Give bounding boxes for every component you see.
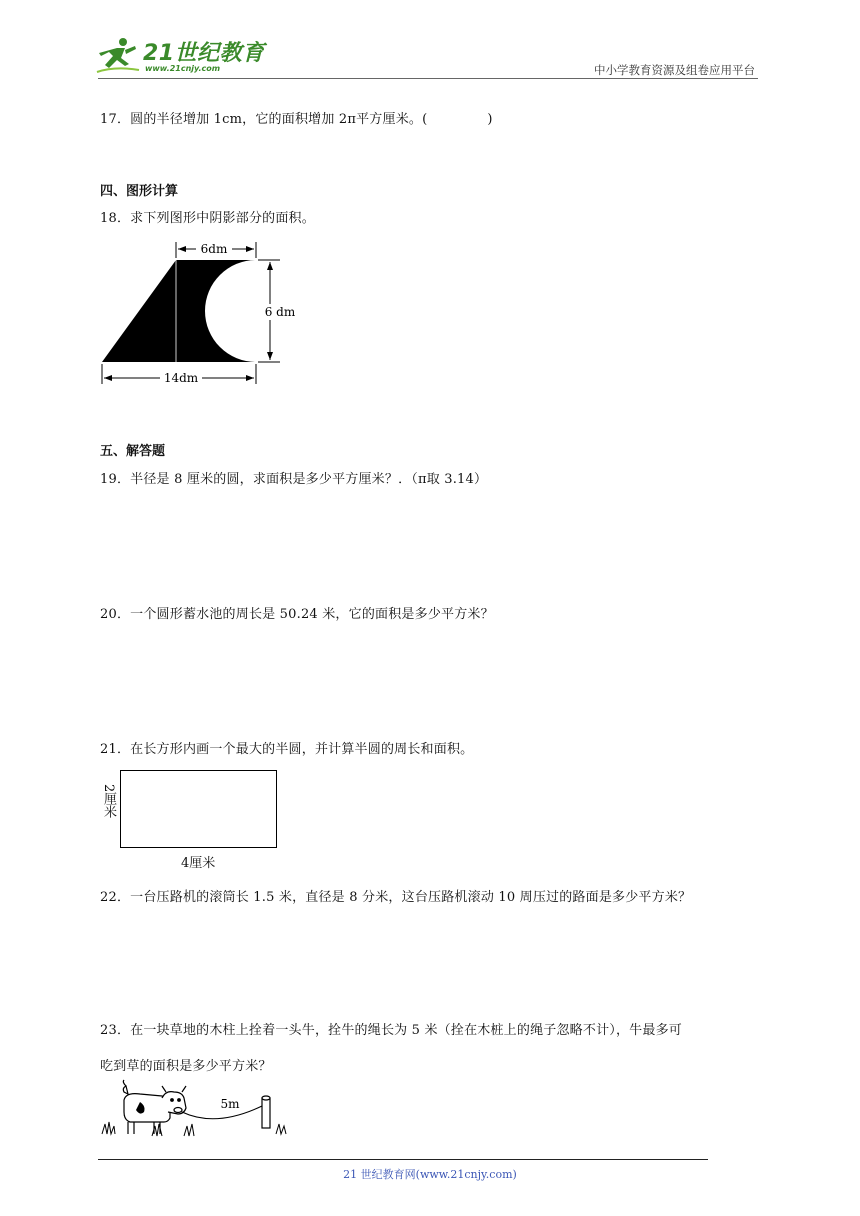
question-17-text: 17．圆的半径增加 1cm，它的面积增加 2π平方厘米。( (100, 112, 428, 127)
question-18: 18．求下列图形中阴影部分的面积。 (100, 211, 315, 226)
label-height: 2厘米 (101, 784, 116, 819)
header-divider (98, 78, 758, 79)
label-width: 4厘米 (181, 856, 216, 871)
section-5-title: 五、解答题 (100, 444, 166, 459)
label-top: 6dm (200, 242, 228, 256)
label-bottom: 14dm (163, 371, 199, 385)
footer-text: 21 世纪教育网(www.21cnjy.com) (343, 1168, 517, 1181)
question-20: 20．一个圆形蓄水池的周长是 50.24 米，它的面积是多少平方米？ (100, 607, 494, 622)
platform-name: 中小学教育资源及组卷应用平台 (594, 63, 755, 77)
logo-text: 21世纪教育 (143, 41, 265, 66)
logo-url: www.21cnjy.com (145, 64, 221, 73)
footer-divider (98, 1159, 708, 1160)
question-23-line2: 吃到草的面积是多少平方米？ (100, 1059, 272, 1074)
label-right: 6 dm (264, 305, 296, 319)
cow-rope-figure (96, 1078, 296, 1140)
rectangle-figure (120, 770, 277, 848)
runner-logo-icon (95, 36, 141, 76)
grass-icon (184, 1124, 194, 1136)
question-17-close: ) (487, 112, 493, 127)
section-4-title: 四、图形计算 (100, 184, 179, 199)
logo (95, 36, 265, 76)
header (0, 0, 860, 80)
question-21: 21．在长方形内画一个最大的半圆，并计算半圆的周长和面积。 (100, 742, 474, 757)
shaded-region (102, 260, 256, 362)
question-19: 19．半径是 8 厘米的圆，求面积是多少平方厘米？．（π取 3.14） (100, 472, 488, 487)
grass-icon (102, 1122, 115, 1134)
question-22: 22．一台压路机的滚筒长 1.5 米，直径是 8 分米，这台压路机滚动 10 周压过的路面是多少平方米？ (100, 890, 692, 905)
rope-label: 5m (220, 1097, 240, 1111)
grass-icon (276, 1124, 286, 1134)
question-18-figure (96, 236, 306, 391)
question-17 (100, 108, 493, 127)
wooden-post-icon (262, 1096, 270, 1128)
question-23-line1: 23．在一块草地的木柱上拴着一头牛，拴牛的绳长为 5 米（拴在木桩上的绳子忽略不计），牛最多可 (100, 1023, 682, 1038)
